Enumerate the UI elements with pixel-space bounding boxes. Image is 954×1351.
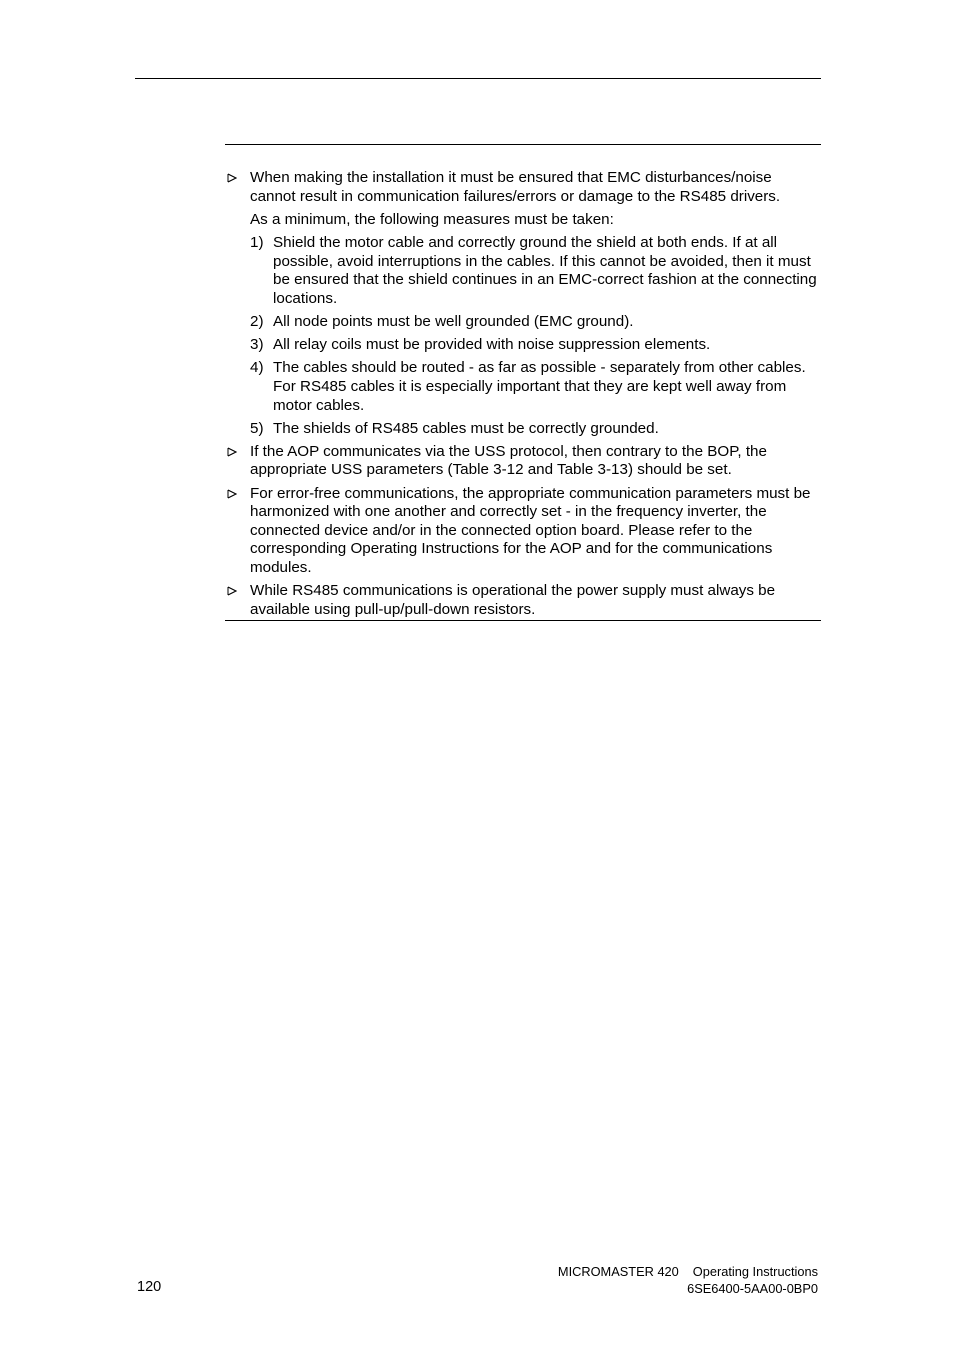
note-text: If the AOP communicates via the USS protocol, then contrary to the BOP, the appropriate USS parameters (Table 3-12 and Table 3-13) should be set. (250, 442, 767, 479)
note-text: When making the installation it must be ensured that EMC disturbances/noise cannot result in communication failures/errors or damage to the RS485 drivers. (250, 169, 781, 205)
note-text: While RS485 communications is operational the power supply must always be available using pull-up/pull-down resistors. (250, 582, 776, 618)
list-item-text: The shields of RS485 cables must be correctly grounded. (273, 419, 659, 437)
list-item (250, 359, 821, 415)
note-bullet (225, 443, 821, 480)
list-item-number: 5) (250, 419, 264, 437)
note-box-top-rule (225, 144, 821, 145)
note-bullet (225, 169, 821, 438)
note-box-bottom-rule (225, 620, 821, 621)
header-rule (135, 78, 821, 79)
list-item (250, 234, 821, 308)
list-item (250, 313, 821, 332)
note-bullet (225, 485, 821, 578)
list-item (250, 420, 821, 439)
list-item-text: Shield the motor cable and correctly ground the shield at both ends. If at all possible, avoid interruptions in the cables. If this cannot be avoided, then it must be ensured that the shield continues in an EMC-correct fashion at the connecting locations. (273, 233, 817, 307)
arrowhead-bullet-icon (227, 485, 241, 503)
list-item-number: 2) (250, 312, 264, 330)
list-item-text: All relay coils must be provided with noise suppression elements. (273, 336, 711, 354)
footer-product: MICROMASTER 420 (557, 1264, 679, 1279)
list-item-number: 3) (250, 336, 264, 354)
list-item-number: 4) (250, 359, 264, 377)
note-box (225, 169, 821, 619)
footer-order-number: 6SE6400-5AA00-0BP0 (687, 1280, 818, 1296)
list-item-number: 1) (250, 233, 264, 251)
arrowhead-bullet-icon (227, 443, 241, 461)
list-item (250, 336, 821, 355)
arrowhead-bullet-icon (227, 169, 241, 187)
note-intro: As a minimum, the following measures must be taken: (250, 210, 614, 228)
note-text: For error-free communications, the appropriate communication parameters must be harmonized with one another and correctly set - in the frequency inverter, the connected device and/or in the connected option board. Please refer to the corresponding Operating Instructions for the AOP and for the communications modules. (250, 484, 811, 577)
list-item-text: All node points must be well grounded (EMC ground). (273, 312, 634, 330)
page-number: 120 (137, 1279, 162, 1295)
note-bullet (225, 582, 821, 619)
arrowhead-bullet-icon (227, 582, 241, 600)
footer-doc-type: Operating Instructions (692, 1264, 818, 1279)
footer-doc-info (558, 1264, 818, 1297)
list-item-text: The cables should be routed - as far as possible - separately from other cables. For RS485 cables it is especially important that they are kept well away from motor cables. (273, 359, 806, 414)
